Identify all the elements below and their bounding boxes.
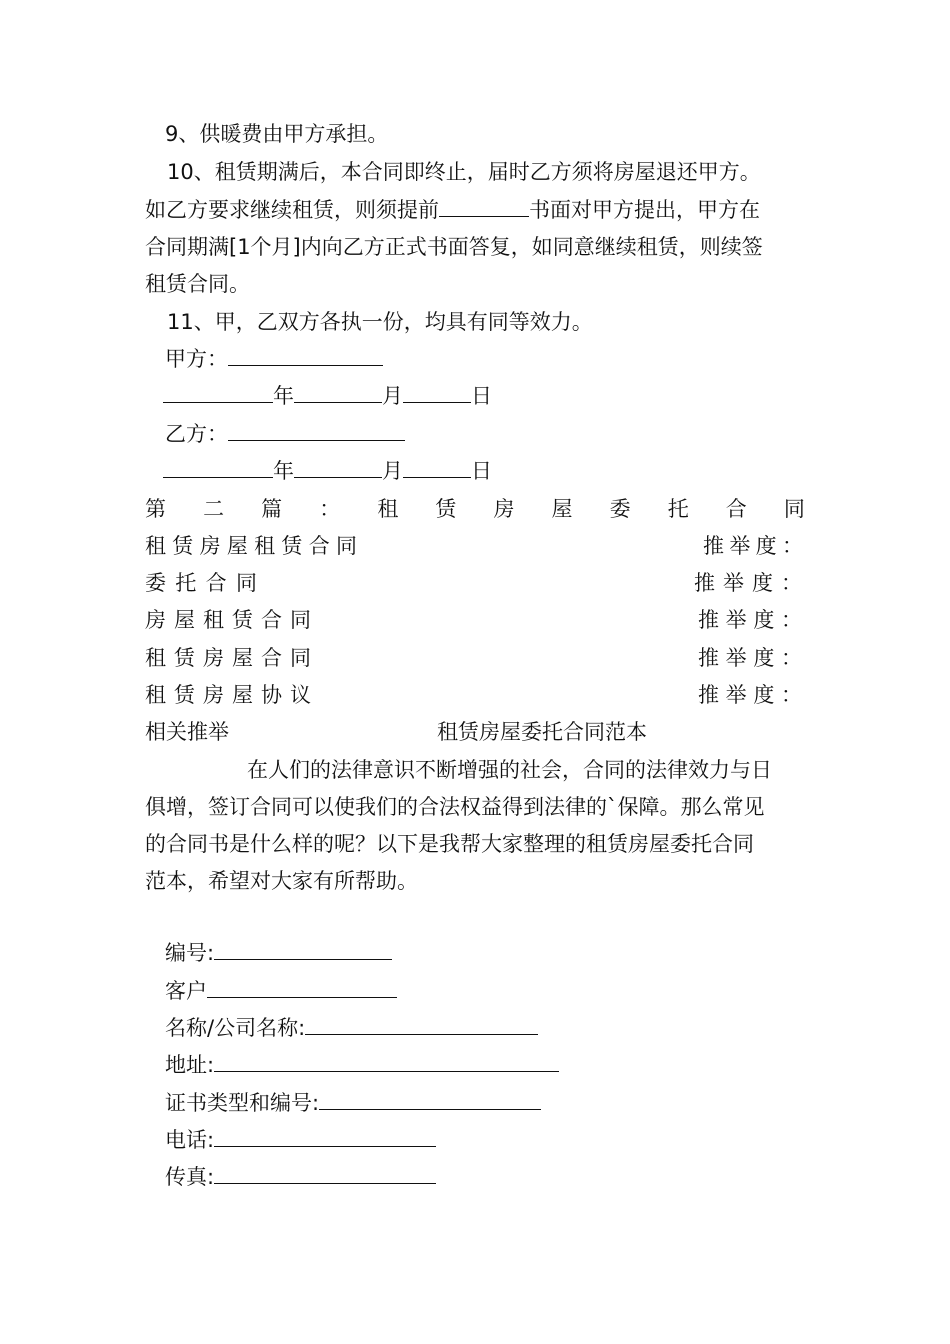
related-link[interactable] xyxy=(145,605,311,635)
recommend-char: ： xyxy=(780,646,802,670)
link-char: 合 xyxy=(261,646,282,670)
heading-char: 赁 xyxy=(435,497,457,521)
link-char: 委 xyxy=(145,571,166,595)
related-link[interactable] xyxy=(145,568,257,598)
party-a-date xyxy=(163,381,492,411)
recommend-char: ： xyxy=(781,534,803,558)
phone-field xyxy=(165,1125,436,1155)
recommend-char: ： xyxy=(781,571,802,595)
year-label: 年 xyxy=(273,384,294,408)
recommend-char: 度 xyxy=(755,534,777,558)
party-b-date xyxy=(163,456,492,486)
heading-char: 篇 xyxy=(261,497,283,521)
recommend-char: 推 xyxy=(703,534,724,558)
link-char: 租 xyxy=(254,534,276,558)
heading-char: 委 xyxy=(609,497,631,521)
month-blank xyxy=(294,382,382,403)
link-char: 房 xyxy=(203,646,224,670)
month-blank xyxy=(294,457,382,478)
related-label: 相关推举 xyxy=(145,720,229,744)
heading-char: 二 xyxy=(203,497,225,521)
heading-char: 房 xyxy=(493,497,515,521)
party-b-signature xyxy=(165,419,405,449)
heading-char: 合 xyxy=(725,497,747,521)
fax-field xyxy=(165,1162,436,1192)
related-link[interactable] xyxy=(145,643,311,673)
party-a-label: 甲方： xyxy=(165,347,228,371)
clause-10-line-3: 合同期满[1个月]内向乙方正式书面答复，如同意继续租赁，则续签 xyxy=(145,235,763,259)
number-label: 编号: xyxy=(165,941,215,965)
section-2-heading xyxy=(145,494,805,524)
fax-label: 传真: xyxy=(165,1165,215,1189)
link-char: 屋 xyxy=(232,683,253,707)
client-label: 客户 xyxy=(165,979,207,1003)
intro-line-1: 在人们的法律意识不断增强的社会，合同的法律效力与日 xyxy=(247,758,772,782)
link-char: 屋 xyxy=(226,534,248,558)
recommend-char: ： xyxy=(780,608,802,632)
recommend-char: 度 xyxy=(753,608,775,632)
month-label: 月 xyxy=(382,459,403,483)
link-char: 赁 xyxy=(281,534,303,558)
phone-blank xyxy=(214,1126,436,1147)
heading-char: 同 xyxy=(783,497,805,521)
recommend-label xyxy=(698,643,802,673)
recommend-char: 举 xyxy=(729,534,751,558)
recommend-char: 举 xyxy=(723,571,744,595)
intro-line-2: 俱增，签订合同可以使我们的合法权益得到法律的`保障。那么常见 xyxy=(145,795,765,819)
recommend-char: ： xyxy=(780,683,802,707)
phone-label: 电话: xyxy=(165,1128,215,1152)
number-blank xyxy=(214,939,392,960)
party-a-signature xyxy=(165,344,383,374)
link-char: 赁 xyxy=(172,534,194,558)
link-char: 屋 xyxy=(174,608,195,632)
recommend-char: 推 xyxy=(698,646,719,670)
heading-char: ： xyxy=(319,497,341,521)
link-char: 房 xyxy=(145,608,166,632)
recommend-label xyxy=(703,531,803,561)
recommend-label xyxy=(698,605,802,635)
intro-line-4: 范本，希望对大家有所帮助。 xyxy=(145,869,418,893)
link-char: 租 xyxy=(203,608,224,632)
link-char: 租 xyxy=(145,646,166,670)
link-char: 赁 xyxy=(232,608,253,632)
company-name-blank xyxy=(305,1014,538,1035)
link-char: 房 xyxy=(203,683,224,707)
link-char: 同 xyxy=(335,534,357,558)
heading-char: 托 xyxy=(667,497,689,521)
related-link[interactable] xyxy=(145,531,357,561)
link-char: 赁 xyxy=(174,683,195,707)
recommend-char: 推 xyxy=(694,571,715,595)
certificate-label: 证书类型和编号: xyxy=(165,1091,320,1115)
address-field xyxy=(165,1050,559,1080)
year-blank xyxy=(163,382,273,403)
address-label: 地址: xyxy=(165,1053,215,1077)
month-label: 月 xyxy=(382,384,403,408)
intro-line-3: 的合同书是什么样的呢？以下是我帮大家整理的租赁房屋委托合同 xyxy=(145,832,754,856)
link-char: 协 xyxy=(261,683,282,707)
certificate-blank xyxy=(319,1089,541,1110)
clause-10-line-2-end: 书面对甲方提出，甲方在 xyxy=(529,198,760,222)
number-field xyxy=(165,938,392,968)
clause-10-line-2 xyxy=(145,195,760,225)
link-char: 议 xyxy=(290,683,311,707)
link-char: 同 xyxy=(235,571,257,595)
link-char: 房 xyxy=(199,534,221,558)
link-char: 屋 xyxy=(232,646,253,670)
recommend-char: 推 xyxy=(698,683,719,707)
link-char: 租 xyxy=(145,683,166,707)
heading-char: 租 xyxy=(377,497,399,521)
link-char: 同 xyxy=(290,608,311,632)
link-char: 合 xyxy=(205,571,227,595)
day-blank xyxy=(403,457,471,478)
address-blank xyxy=(214,1051,559,1072)
recommend-char: 举 xyxy=(725,646,747,670)
day-label: 日 xyxy=(471,459,492,483)
day-label: 日 xyxy=(471,384,492,408)
recommend-char: 举 xyxy=(725,608,747,632)
recommend-label xyxy=(694,568,802,598)
recommend-char: 举 xyxy=(725,683,747,707)
company-name-field xyxy=(165,1013,538,1043)
link-char: 租 xyxy=(145,534,166,558)
fax-blank xyxy=(214,1163,436,1184)
recommend-label xyxy=(698,680,802,710)
client-blank xyxy=(207,977,397,998)
link-char: 合 xyxy=(308,534,330,558)
recommend-char: 度 xyxy=(753,683,775,707)
recommend-char: 推 xyxy=(698,608,719,632)
party-b-blank xyxy=(228,420,405,441)
link-char: 同 xyxy=(290,646,311,670)
recommend-char: 度 xyxy=(752,571,773,595)
link-char: 赁 xyxy=(174,646,195,670)
company-name-label: 名称/公司名称: xyxy=(165,1016,306,1040)
clause-10-line-2-start: 如乙方要求继续租赁，则须提前 xyxy=(145,198,439,222)
clause-10-line-4: 租赁合同。 xyxy=(145,272,250,296)
certificate-field xyxy=(165,1088,541,1118)
clause-9: 9、供暖费由甲方承担。 xyxy=(165,122,389,146)
related-link[interactable] xyxy=(145,680,311,710)
party-b-label: 乙方： xyxy=(165,422,228,446)
advance-notice-blank xyxy=(439,196,529,217)
year-blank xyxy=(163,457,273,478)
day-blank xyxy=(403,382,471,403)
year-label: 年 xyxy=(273,459,294,483)
recommend-char: 度 xyxy=(753,646,775,670)
related-title-link[interactable]: 租赁房屋委托合同范本 xyxy=(437,720,647,744)
clause-10-line-1: 10、租赁期满后，本合同即终止，届时乙方须将房屋退还甲方。 xyxy=(167,160,761,184)
clause-11: 11、甲，乙双方各执一份，均具有同等效力。 xyxy=(167,310,593,334)
client-field xyxy=(165,976,397,1006)
party-a-blank xyxy=(228,345,383,366)
link-char: 托 xyxy=(175,571,197,595)
heading-char: 第 xyxy=(145,497,166,521)
link-char: 合 xyxy=(261,608,282,632)
heading-char: 屋 xyxy=(551,497,573,521)
